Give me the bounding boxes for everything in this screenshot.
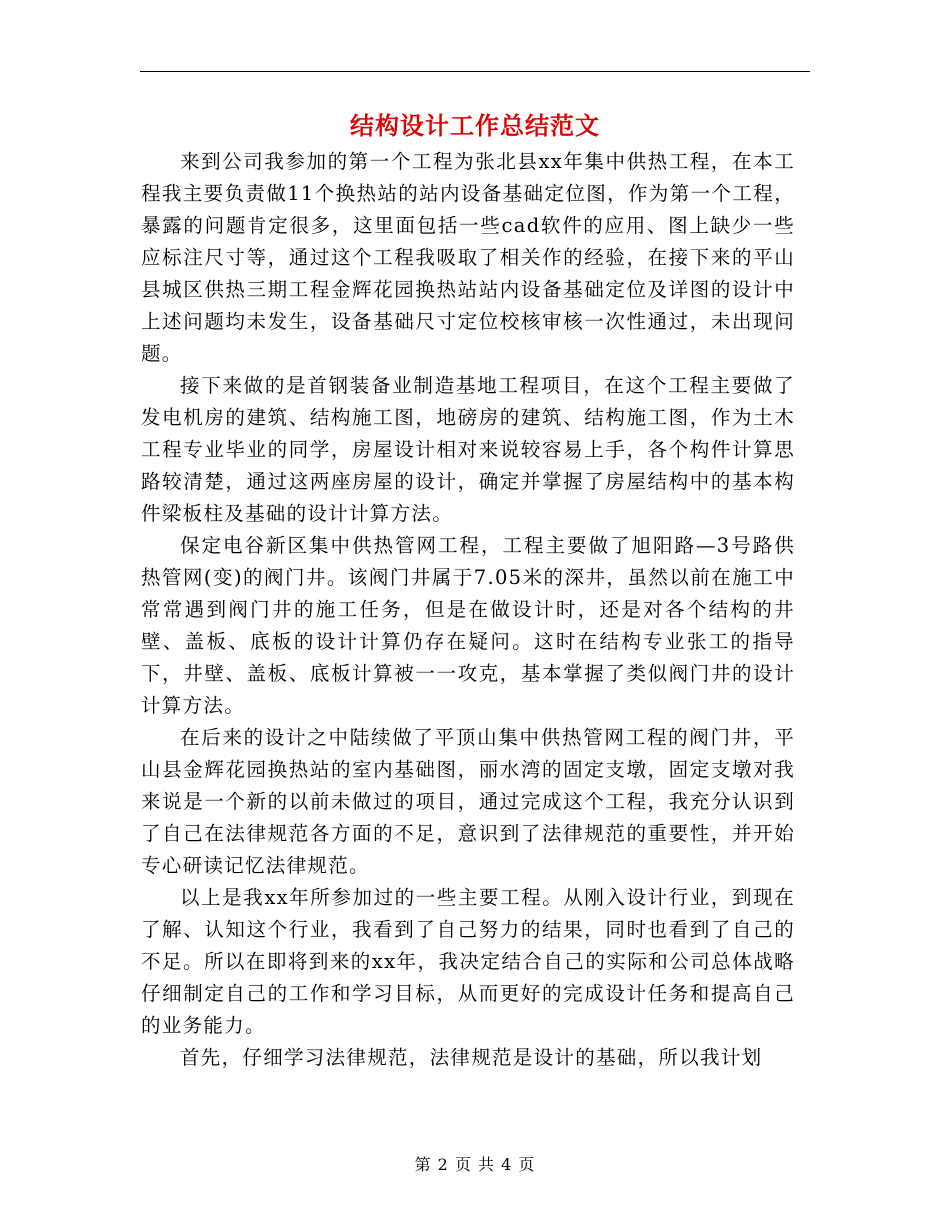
document-body — [141, 146, 795, 1074]
paragraph-2: 接下来做的是首钢装备业制造基地工程项目，在这个工程主要做了发电机房的建筑、结构施工图，地磅房的建筑、结构施工图，作为土木工程专业毕业的同学，房屋设计相对来说较容易上手，各个构件计算思路较清楚，通过这两座房屋的设计，确定并掌握了房屋结构中的基本构件梁板柱及基础的设计计算方法。 — [141, 374, 795, 525]
paragraph-4: 在后来的设计之中陆续做了平顶山集中供热管网工程的阀门井，平山县金辉花园换热站的室内基础图，丽水湾的固定支墩，固定支墩对我来说是一个新的以前未做过的项目，通过完成这个工程，我充分认识到了自己在法律规范各方面的不足，意识到了法律规范的重要性，并开始专心研读记忆法律规范。 — [141, 726, 795, 877]
paragraph-6: 首先，仔细学习法律规范，法律规范是设计的基础，所以我计划 — [180, 1046, 763, 1069]
header-rule — [140, 71, 810, 72]
paragraph-5: 以上是我xx年所参加过的一些主要工程。从刚入设计行业，到现在了解、认知这个行业，我看到了自己努力的结果，同时也看到了自己的不足。所以在即将到来的xx年，我决定结合自己的实际和公司总体战略仔细制定自己的工作和学习目标，从而更好的完成设计任务和提高自己的业务能力。 — [141, 886, 795, 1037]
paragraph-3: 保定电谷新区集中供热管网工程，工程主要做了旭阳路—3号路供热管网(变)的阀门井。该阀门井属于7.05米的深井，虽然以前在施工中常常遇到阀门井的施工任务，但是在做设计时，还是对各个结构的井壁、盖板、底板的设计计算仍存在疑问。这时在结构专业张工的指导下，井壁、盖板、底板计算被一一攻克，基本掌握了类似阀门井的设计计算方法。 — [141, 534, 795, 717]
page-number: 第 2 页 共 4 页 — [414, 1155, 536, 1174]
document-title: 结构设计工作总结范文 — [350, 111, 600, 140]
paragraph-1: 来到公司我参加的第一个工程为张北县xx年集中供热工程，在本工程我主要负责做11个换热站的站内设备基础定位图，作为第一个工程，暴露的问题肯定很多，这里面包括一些cad软件的应用、图上缺少一些应标注尺寸等，通过这个工程我吸取了相关作的经验，在接下来的平山县城区供热三期工程金辉花园换热站站内设备基础定位及详图的设计中上述问题均未发生，设备基础尺寸定位校核审核一次性通过，未出现问题。 — [141, 150, 795, 365]
